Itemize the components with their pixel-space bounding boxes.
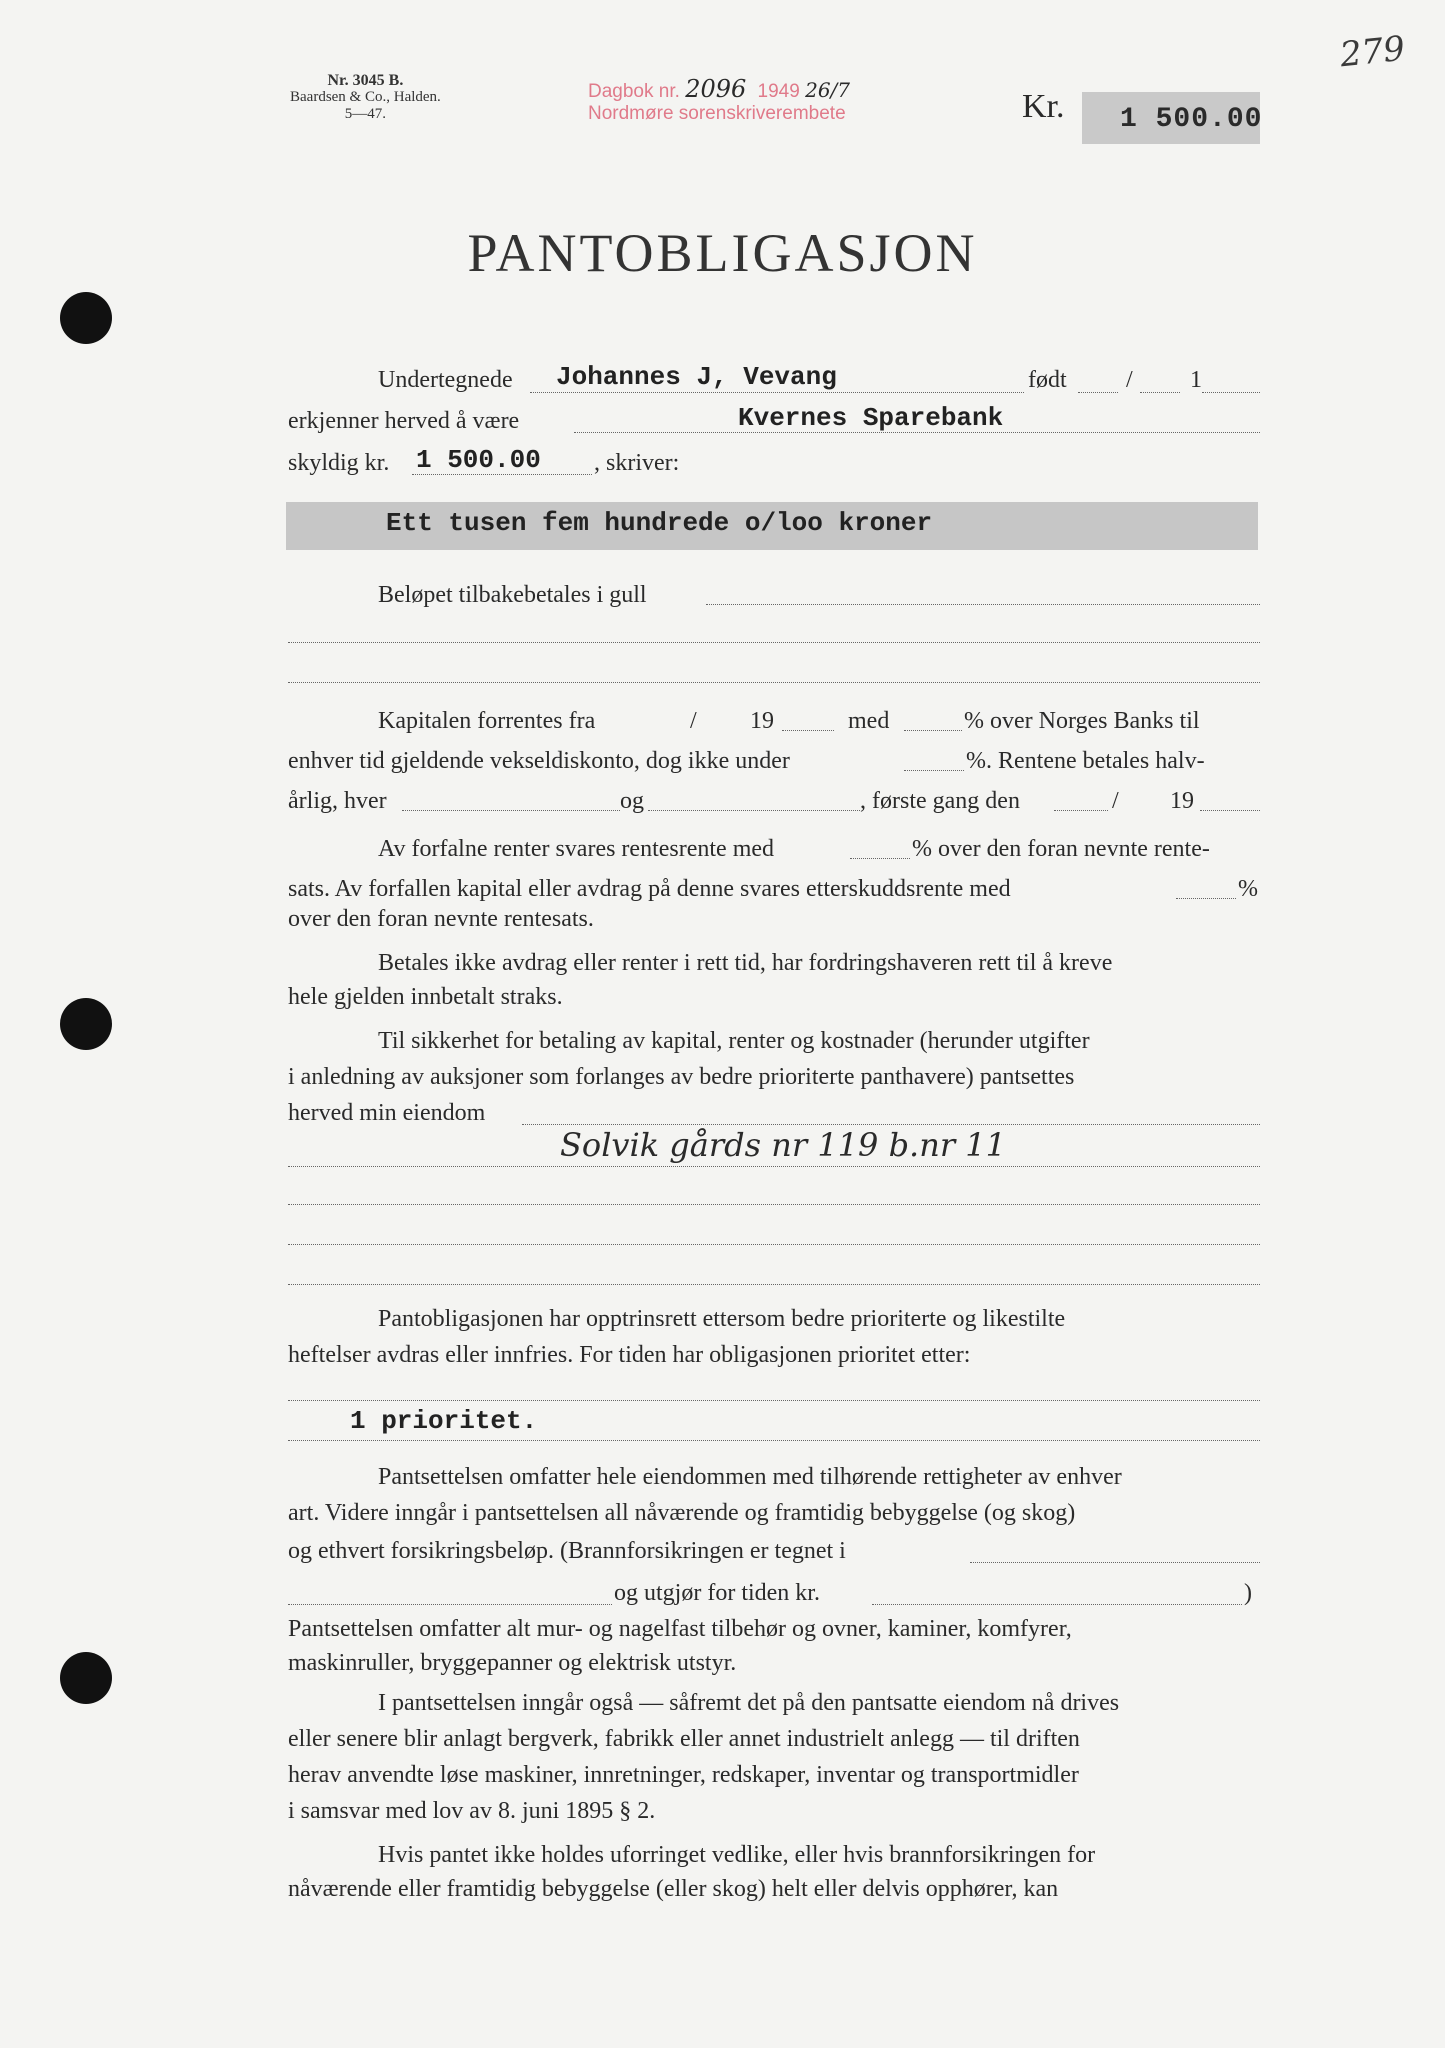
punch-hole-middle: [60, 998, 112, 1050]
default-interest-label: sats. Av forfallen kapital eller avdrag på denne svares etterskuddsrente med: [288, 876, 1011, 902]
property-label: herved min eiendom: [288, 1100, 486, 1126]
security-clause-1: Til sikkerhet for betaling av kapital, renter og kostnader (herunder utgifter: [378, 1028, 1090, 1054]
born-dots-3: [1202, 392, 1260, 393]
scope-line-3: og ethvert forsikringsbeløp. (Brannforsikringen er tegnet i: [288, 1538, 846, 1564]
punch-hole-bottom: [60, 1652, 112, 1704]
over-rate-line: over den foran nevnte rentesats.: [288, 906, 594, 932]
owing-amount: 1 500.00: [416, 445, 541, 475]
born-label: født: [1028, 367, 1067, 393]
maintenance-line-2: nåværende eller framtidig bebyggelse (eller skog) helt eller delvis opphører, kan: [288, 1876, 1059, 1902]
industrial-line-3: herav anvendte løse maskiner, innretninger, redskaper, inventar og transportmidler: [288, 1762, 1079, 1788]
security-clause-2: i anledning av auksjoner som forlanges av bedre prioriterte panthavere) pantsettes: [288, 1064, 1075, 1090]
first-time-label: , første gang den: [860, 788, 1020, 814]
interest-from-sep: /: [690, 708, 697, 734]
creditor-name: Kvernes Sparebank: [738, 403, 1004, 433]
scope-line-6: maskinruller, bryggepanner og elektrisk utstyr.: [288, 1650, 737, 1676]
stamp-journal-label: Dagbok nr.: [588, 81, 680, 102]
yearly-dots-2: [648, 810, 860, 811]
overdue-interest-label: Av forfalne renter svares rentesrente med: [378, 836, 775, 862]
gold-line-3: [288, 682, 1260, 683]
born-dots-1: [1078, 392, 1118, 393]
printer-line: Baardsen & Co., Halden.: [290, 89, 441, 105]
yearly-label: årlig, hver: [288, 788, 387, 814]
first-time-sep: /: [1112, 788, 1119, 814]
name-line: [530, 392, 1024, 393]
default-clause-1: Betales ikke avdrag eller renter i rett tid, har fordringshaveren rett til å kreve: [378, 950, 1113, 976]
priority-line-1: [288, 1400, 1260, 1401]
default-clause-2: hele gjelden innbetalt straks.: [288, 984, 563, 1010]
punch-hole-top: [60, 292, 112, 344]
kr-label: Kr.: [1022, 88, 1065, 125]
stamp-date: 26/7: [805, 78, 851, 102]
default-interest-pct: %: [1238, 876, 1258, 902]
owing-label: skyldig kr.: [288, 450, 390, 476]
page-number: 279: [1338, 28, 1407, 76]
interest-over-label: % over Norges Banks til: [964, 708, 1200, 734]
insurance-dots-1: [970, 1562, 1260, 1563]
property-line-1: [522, 1124, 1260, 1125]
writes-label: , skriver:: [594, 450, 680, 476]
discount-dots: [904, 770, 964, 771]
debtor-name: Johannes J, Vevang: [556, 362, 837, 392]
born-sep-2: 1: [1190, 367, 1202, 393]
interest-from-dots: [782, 730, 834, 731]
gold-clause: Beløpet tilbakebetales i gull: [378, 582, 647, 608]
stamp-office: Nordmøre sorenskriverembete: [588, 103, 846, 124]
first-time-year: 19: [1170, 788, 1194, 814]
insurance-amount-dots: [872, 1604, 1242, 1605]
interest-from-year: 19: [750, 708, 774, 734]
interest-rate-dots: [904, 730, 962, 731]
form-number: [290, 72, 441, 123]
semiannual-label: %. Rentene betales halv-: [966, 748, 1205, 774]
amount-header: 1 500.00: [1120, 104, 1263, 135]
yearly-and: og: [620, 788, 644, 814]
property-description: Solvik gårds nr 119 b.nr 11: [560, 1126, 1007, 1164]
first-time-dots-2: [1200, 810, 1260, 811]
industrial-line-2: eller senere blir anlagt bergverk, fabrikk eller annet industrielt anlegg — til driften: [288, 1726, 1080, 1752]
interest-from-label: Kapitalen forrentes fra: [378, 708, 596, 734]
property-line-2: [288, 1166, 1260, 1167]
priority-typed: 1 prioritet.: [350, 1406, 538, 1436]
scope-line-4: og utgjør for tiden kr.: [614, 1580, 820, 1606]
born-dots-2: [1140, 392, 1180, 393]
scope-line-1: Pantsettelsen omfatter hele eiendommen med tilhørende rettigheter av enhver: [378, 1464, 1122, 1490]
industrial-line-4: i samsvar med lov av 8. juni 1895 § 2.: [288, 1798, 656, 1824]
gold-line-2: [288, 642, 1260, 643]
registry-stamp: [588, 75, 851, 125]
first-time-dots-1: [1054, 810, 1108, 811]
property-line-5: [288, 1284, 1260, 1285]
overdue-interest-tail: % over den foran nevnte rente-: [912, 836, 1210, 862]
discount-label: enhver tid gjeldende vekseldiskonto, dog ikke under: [288, 748, 790, 774]
scope-paren: ): [1244, 1580, 1252, 1606]
form-number-line: Nr. 3045 B.: [327, 72, 404, 89]
gold-line-1: [706, 604, 1260, 605]
born-sep-1: /: [1126, 367, 1133, 393]
undersigned-label: Undertegnede: [378, 367, 513, 393]
scope-line-5: Pantsettelsen omfatter alt mur- og nagelfast tilbehør og ovner, kaminer, komfyrer,: [288, 1616, 1072, 1642]
acknowledge-label: erkjenner herved å være: [288, 408, 520, 434]
yearly-dots-1: [402, 810, 620, 811]
stamp-year: 1949: [757, 81, 800, 102]
industrial-line-1: I pantsettelsen inngår også — såfremt det på den pantsatte eiendom nå drives: [378, 1690, 1120, 1716]
stamp-journal-number: 2096: [685, 75, 747, 103]
amount-in-words: Ett tusen fem hundrede o/loo kroner: [386, 508, 933, 538]
scope-line-2: art. Videre inngår i pantsettelsen all nåværende og framtidig bebyggelse (og skog): [288, 1500, 1076, 1526]
interest-with-label: med: [848, 708, 890, 734]
insurance-dots-2: [288, 1604, 612, 1605]
priority-clause-2: heftelser avdras eller innfries. For tiden har obligasjonen prioritet etter:: [288, 1342, 971, 1368]
priority-clause-1: Pantobligasjonen har opptrinsrett ettersom bedre prioriterte og likestilte: [378, 1306, 1066, 1332]
priority-line-2: [288, 1440, 1260, 1441]
document-title: PANTOBLIGASJON: [467, 223, 978, 283]
print-date-line: 5—47.: [344, 106, 387, 122]
overdue-interest-dots: [850, 858, 910, 859]
default-interest-dots: [1176, 898, 1236, 899]
property-line-3: [288, 1204, 1260, 1205]
maintenance-line-1: Hvis pantet ikke holdes uforringet vedlike, eller hvis brannforsikringen for: [378, 1842, 1096, 1868]
property-line-4: [288, 1244, 1260, 1245]
